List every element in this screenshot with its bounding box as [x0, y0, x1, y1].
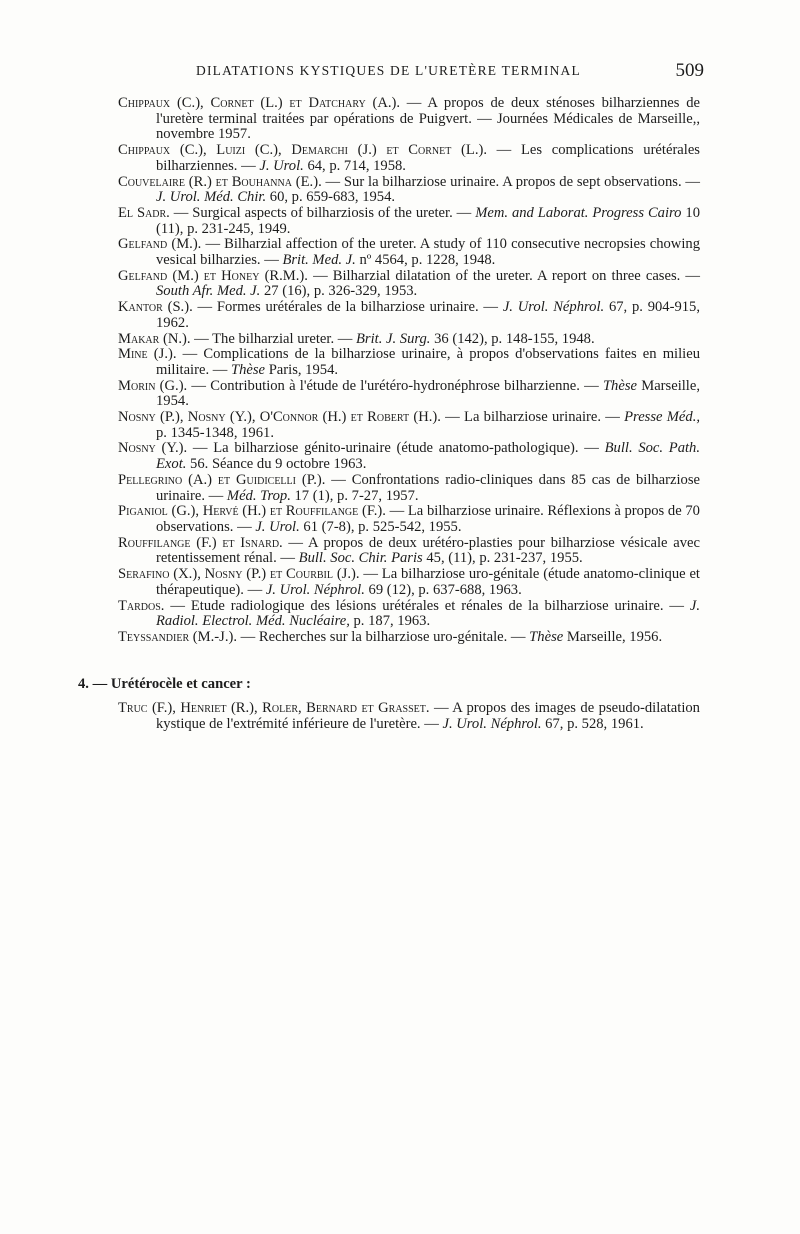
reference-journal: Méd. Trop.	[226, 487, 291, 504]
reference-authors: Couvelaire (R.) et Bouhanna (E.).	[118, 173, 322, 190]
page-header	[118, 60, 710, 84]
reference-journal: Brit. Med. J.	[282, 252, 356, 269]
reference-text: Paris, 1954.	[265, 361, 339, 378]
reference-text: — Bilharzial affection of the ureter. A study of 110 consecutive necropsies chowing vesical bilharzies. —	[156, 236, 700, 269]
reference-journal: J. Urol.	[259, 157, 304, 174]
reference-text: 27 (16), p. 326-329, 1953.	[260, 283, 418, 300]
reference-text: 36 (142), p. 148-155, 1948.	[430, 330, 595, 347]
reference-text: — A propos des images de pseudo-dilatation kystique de l'extrémité inférieure de l'uretère. —	[156, 700, 700, 732]
reference-text: — Bilharzial dilatation of the ureter. A report on three cases. —	[307, 267, 700, 284]
reference-journal: Bull. Soc. Path. Exot.	[156, 440, 700, 473]
reference-text: — Complications de la bilharziose urinaire, à propos d'observations faites en milieu militaire. —	[156, 346, 700, 378]
reference-journal: Thèse	[602, 377, 637, 394]
reference-text: 67, p. 528, 1961.	[541, 715, 644, 732]
reference-entry	[118, 567, 700, 598]
reference-text: — Contribution à l'étude de l'urétéro-hydronéphrose bilharzienne. —	[187, 377, 603, 394]
reference-entry	[118, 379, 700, 410]
reference-authors: El Sadr.	[118, 204, 170, 221]
reference-journal: J. Radiol. Electrol. Méd. Nucléaire,	[156, 597, 700, 630]
reference-entry	[118, 206, 700, 237]
reference-journal: Presse Méd.,	[624, 409, 700, 426]
reference-authors: Mine (J.).	[118, 346, 177, 363]
reference-authors: Gelfand (M.) et Honey (R.M.).	[118, 267, 308, 284]
running-title: DILATATIONS KYSTIQUES DE L'URETÈRE TERMINAL	[196, 63, 581, 78]
reference-authors: Gelfand (M.).	[118, 236, 202, 253]
reference-entry	[118, 332, 700, 348]
reference-text: p. 187, 1963.	[349, 613, 431, 630]
reference-text: — Formes urétérales de la bilharziose urinaire. —	[192, 299, 503, 316]
reference-journal: Mem. and Laborat. Progress Cairo	[475, 204, 682, 221]
reference-journal: J. Urol. Néphrol.	[502, 299, 605, 316]
reference-authors: Serafino (X.), Nosny (P.) et Courbil (J.).	[118, 566, 360, 583]
reference-text: 56. Séance du 9 octobre 1963.	[186, 456, 367, 473]
reference-text: p. 1345-1348, 1961.	[156, 424, 274, 441]
reference-text: 64, p. 714, 1958.	[303, 157, 406, 174]
reference-entry	[118, 175, 700, 206]
reference-text: Marseille, 1956.	[563, 628, 663, 645]
reference-journal: J. Urol. Néphrol.	[265, 581, 365, 598]
reference-text: — La bilharziose génito-urinaire (étude anatomo-pathologique). —	[187, 440, 605, 457]
reference-authors: Rouffilange (F.) et Isnard.	[118, 534, 283, 551]
reference-text: — Confrontations radio-cliniques dans 85 cas de bilharziose urinaire. —	[156, 471, 700, 504]
reference-journal: Thèse	[230, 361, 266, 378]
reference-text: 60, p. 659-683, 1954.	[266, 189, 396, 206]
reference-text: — Etude radiologique des lésions urétérales et rénales de la bilharziose urinaire. —	[164, 597, 690, 614]
reference-text: 17 (1), p. 7-27, 1957.	[290, 487, 419, 504]
section-heading: 4. — Urétérocèle et cancer :	[78, 676, 251, 692]
reference-entry	[118, 300, 700, 331]
reference-journal: Brit. J. Surg.	[356, 330, 431, 347]
reference-text: — The bilharzial ureter. —	[190, 330, 356, 347]
reference-text: — La bilharziose urinaire. Réflexions à propos de 70 observations. —	[156, 503, 700, 535]
reference-text: Marseille, 1954.	[156, 377, 700, 410]
reference-entry	[118, 701, 700, 732]
reference-text: 10 (11), p. 231-245, 1949.	[156, 204, 700, 237]
reference-authors: Nosny (Y.).	[118, 440, 188, 457]
reference-authors: Teyssandier (M.-J.).	[118, 628, 237, 645]
reference-journal: J. Urol. Néphrol.	[442, 715, 542, 732]
reference-entry	[118, 143, 700, 174]
reference-journal: Bull. Soc. Chir. Paris	[298, 550, 423, 567]
reference-authors: Tardos.	[118, 597, 165, 614]
reference-text: — La bilharziose urinaire. —	[440, 409, 625, 426]
reference-entry	[118, 630, 700, 646]
reference-journal: South Afr. Med. J.	[156, 283, 261, 300]
reference-text: nº 4564, p. 1228, 1948.	[355, 252, 496, 269]
reference-entry	[118, 410, 700, 441]
reference-entry	[118, 599, 700, 630]
reference-authors: Chippaux (C.), Cornet (L.) et Datchary (A.).	[118, 95, 401, 111]
reference-authors: Truc (F.), Henriet (R.), Roler, Bernard et Grasset.	[118, 700, 430, 716]
reference-entry	[118, 347, 700, 378]
reference-authors: Nosny (P.), Nosny (Y.), O'Connor (H.) et Robert (H.).	[118, 409, 441, 426]
reference-text: 61 (7-8), p. 525-542, 1955.	[299, 518, 462, 535]
reference-authors: Makar (N.).	[118, 330, 191, 347]
reference-text: — Surgical aspects of bilharziosis of the ureter. —	[169, 204, 476, 221]
reference-list	[118, 96, 700, 646]
reference-text: — A propos de deux sténoses bilharziennes de l'uretère terminal traitées par opérations de Puigvert. — Journées Médicales de Marseille,, novembre 1957.	[156, 95, 700, 143]
reference-text: 67, p. 904-915, 1962.	[156, 299, 700, 331]
reference-entry	[118, 441, 700, 472]
reference-text: — Sur la bilharziose urinaire. A propos de sept observations. —	[321, 173, 701, 190]
reference-authors: Pellegrino (A.) et Guidicelli (P.).	[118, 471, 326, 488]
reference-authors: Kantor (S.).	[118, 299, 193, 316]
reference-entry	[118, 504, 700, 535]
page-number: 509	[675, 60, 704, 81]
reference-text: — A propos de deux urétéro-plasties pour bilharziose vésicale avec retentissement rénal. —	[156, 534, 700, 567]
section-reference-list	[118, 701, 700, 732]
reference-text: 45, (11), p. 231-237, 1955.	[422, 550, 583, 567]
reference-entry	[118, 96, 700, 143]
reference-journal: J. Urol.	[255, 518, 300, 535]
reference-authors: Piganiol (G.), Hervé (H.) et Rouffilange (F.).	[118, 503, 386, 520]
reference-entry	[118, 237, 700, 268]
reference-text: 69 (12), p. 637-688, 1963.	[364, 581, 522, 598]
reference-journal: J. Urol. Méd. Chir.	[156, 189, 267, 206]
reference-authors: Morin (G.).	[118, 377, 188, 394]
reference-text: — La bilharziose uro-génitale (étude anatomo-clinique et thérapeutique). —	[156, 566, 700, 598]
reference-entry	[118, 269, 700, 300]
reference-text: — Les complications urétérales bilharziennes. —	[156, 142, 700, 174]
reference-authors: Chippaux (C.), Luizi (C.), Demarchi (J.) et Cornet (L.).	[118, 142, 487, 159]
reference-entry	[118, 536, 700, 567]
reference-entry	[118, 473, 700, 504]
reference-text: — Recherches sur la bilharziose uro-génitale. —	[236, 628, 530, 645]
reference-journal: Thèse	[529, 628, 564, 645]
